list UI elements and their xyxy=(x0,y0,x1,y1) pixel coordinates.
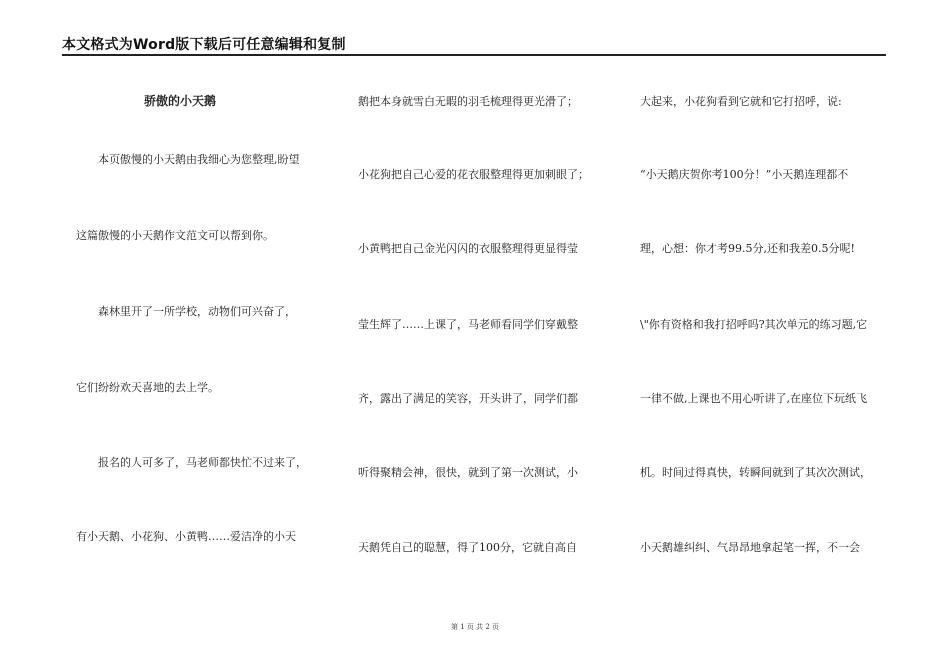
text-line: 听得聚精会神，很快，就到了第一次测试，小 xyxy=(358,466,578,479)
text-line: 小花狗把自己心爱的花衣服整理得更加刺眼了； xyxy=(358,168,589,181)
essay-title: 骄傲的小天鹅 xyxy=(144,94,217,108)
text-line: 莹生辉了……上课了，马老师看同学们穿戴整 xyxy=(358,318,578,331)
text-line: 机。时间过得真快，转瞬间就到了其次次测试， xyxy=(640,466,871,479)
text-line: 森林里开了一所学校，动物们可兴奋了， xyxy=(98,305,296,318)
text-line: 报名的人可多了，马老师都快忙不过来了， xyxy=(98,456,307,469)
text-line: 理，心想：你才考99.5分,还和我差0.5分呢! xyxy=(640,242,855,255)
text-line: 小天鹅雄纠纠、气昂昂地拿起笔一挥，不一会 xyxy=(640,541,860,554)
text-line: 本页傲慢的小天鹅由我细心为您整理,盼望 xyxy=(98,153,300,166)
text-line: 小黄鸭把自己金光闪闪的衣服整理得更显得莹 xyxy=(358,242,578,255)
text-line: 这篇傲慢的小天鹅作文范文可以帮到你。 xyxy=(76,229,274,242)
page-number-footer: 第 1 页 共 2 页 xyxy=(450,623,500,631)
text-line: 大起来，小花狗看到它就和它打招呼，说: xyxy=(640,95,842,108)
text-line: \"你有资格和我打招呼吗?其次单元的练习题,它 xyxy=(640,318,868,331)
text-line: 它们纷纷欢天喜地的去上学。 xyxy=(76,381,219,394)
text-line: 鹅把本身就雪白无暇的羽毛梳理得更光滑了； xyxy=(358,95,578,108)
text-line: 有小天鹅、小花狗、小黄鸭……爱洁净的小天 xyxy=(76,530,296,543)
text-line: “小天鹅庆贺你考100分！”小天鹅连理都不 xyxy=(640,168,849,181)
text-line: 齐，露出了满足的笑容，开头讲了，同学们都 xyxy=(358,392,578,405)
text-line: 一律不做,上课也不用心听讲了,在座位下玩纸飞 xyxy=(640,392,867,405)
document-header: 本文格式为Word版下载后可任意编辑和复制 xyxy=(62,37,346,53)
text-line: 天鹅凭自己的聪慧，得了100分，它就自高自 xyxy=(358,541,577,554)
header-divider xyxy=(62,54,886,56)
